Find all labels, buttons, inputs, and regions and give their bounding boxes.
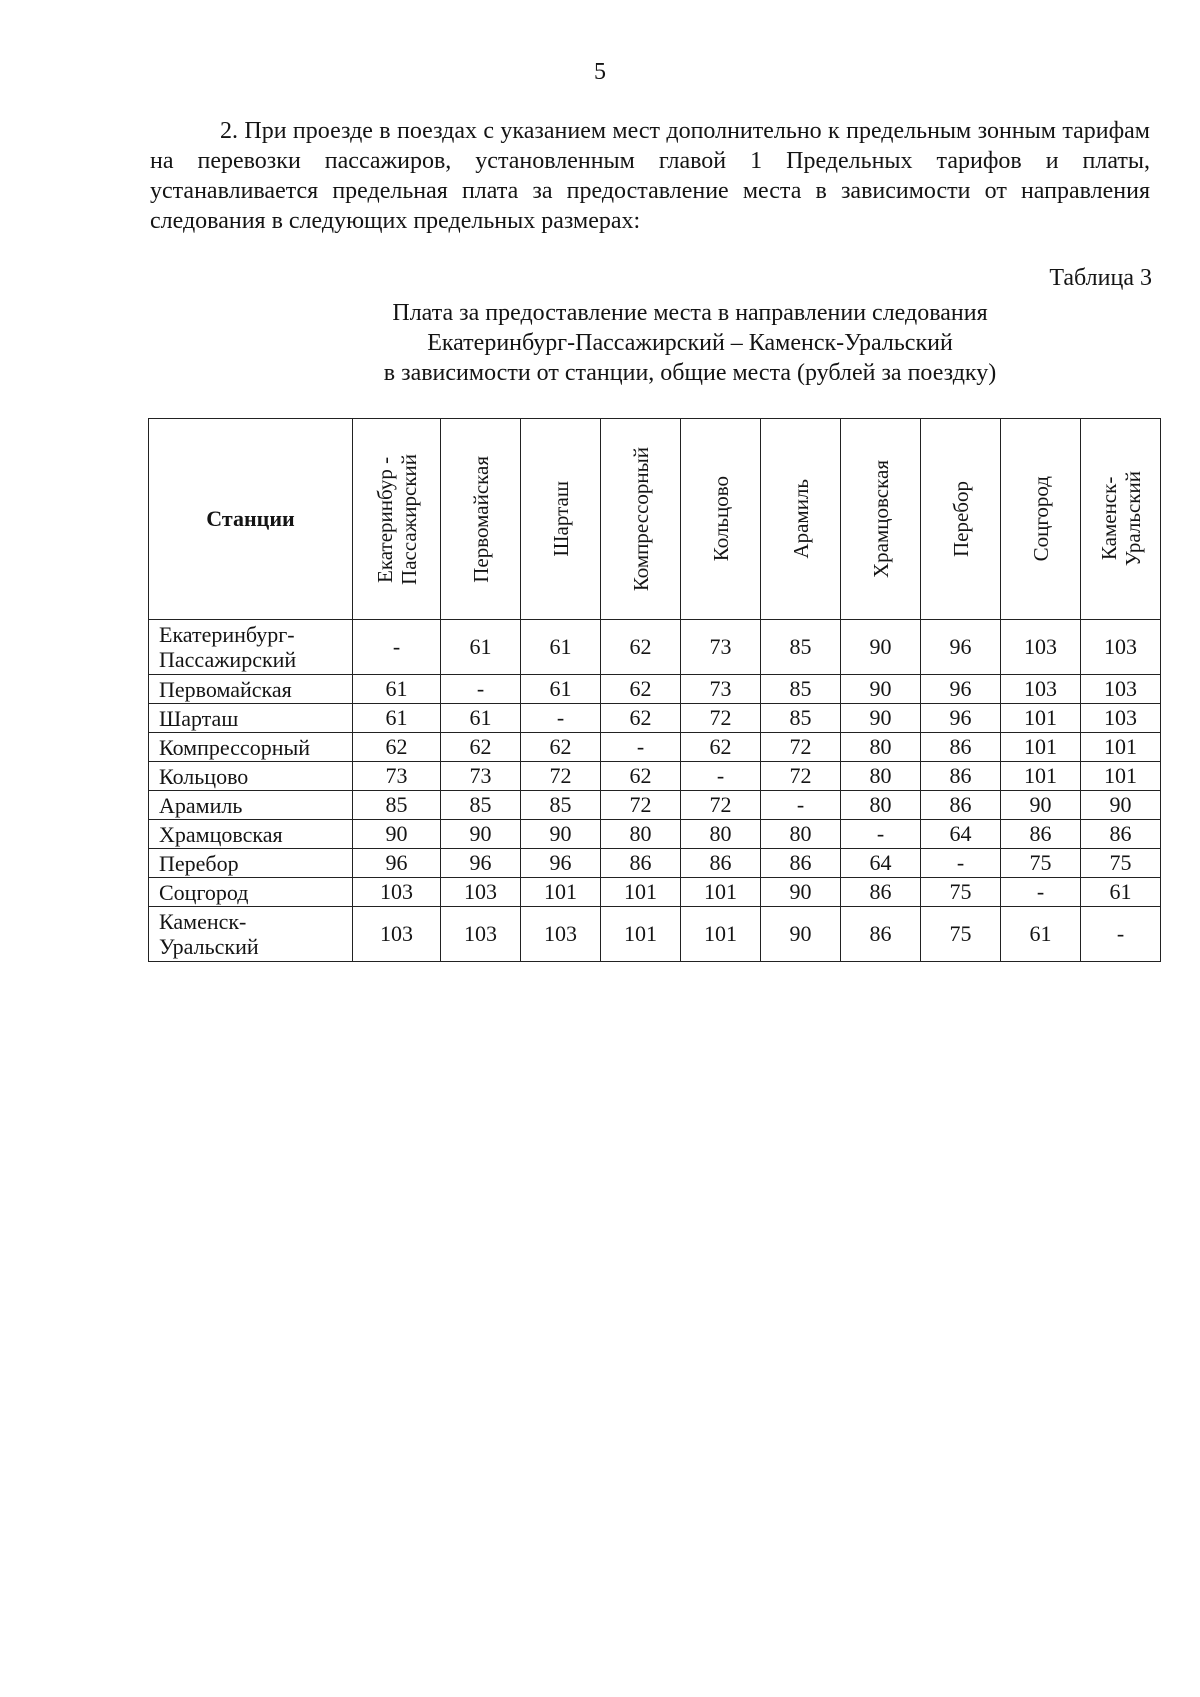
fare-cell: 96 (921, 675, 1001, 704)
fare-cell: 103 (1081, 704, 1161, 733)
fare-cell: 86 (1001, 820, 1081, 849)
fare-cell: 86 (1081, 820, 1161, 849)
fare-cell: 62 (441, 733, 521, 762)
fare-cell: 75 (921, 907, 1001, 962)
fare-cell: 90 (841, 620, 921, 675)
fare-cell: - (521, 704, 601, 733)
station-name-cell: Компрессорный (149, 733, 353, 762)
column-header-label: Перебор (948, 481, 973, 557)
fare-cell: 90 (1001, 791, 1081, 820)
table-row (149, 762, 1161, 791)
fare-cell: 90 (521, 820, 601, 849)
fare-table (148, 418, 1161, 962)
fare-cell: 61 (521, 620, 601, 675)
table-body (149, 620, 1161, 962)
station-name-cell: Храмцовская (149, 820, 353, 849)
table-label: Таблица 3 (1049, 265, 1152, 291)
fare-cell: 72 (681, 791, 761, 820)
table-row (149, 849, 1161, 878)
fare-cell: 61 (441, 620, 521, 675)
fare-cell: 61 (521, 675, 601, 704)
caption-line-2: Екатеринбург-Пассажирский – Каменск-Уральский (427, 330, 953, 356)
column-header-label: Первомайская (468, 455, 493, 583)
fare-cell: 86 (921, 733, 1001, 762)
fare-cell: 72 (601, 791, 681, 820)
fare-cell: 90 (353, 820, 441, 849)
fare-cell: 96 (441, 849, 521, 878)
column-header (1001, 419, 1081, 620)
fare-cell: 101 (1001, 733, 1081, 762)
fare-cell: 62 (601, 704, 681, 733)
fare-cell: 73 (681, 620, 761, 675)
table-row (149, 733, 1161, 762)
fare-cell: 80 (681, 820, 761, 849)
fare-cell: - (353, 620, 441, 675)
fare-cell: - (441, 675, 521, 704)
column-header (841, 419, 921, 620)
fare-cell: 61 (353, 675, 441, 704)
station-name-cell: Арамиль (149, 791, 353, 820)
column-header (1081, 419, 1161, 620)
fare-cell: 101 (601, 907, 681, 962)
station-name-cell: Перебор (149, 849, 353, 878)
column-header-label: Арамиль (788, 479, 813, 559)
station-name-cell: Екатеринбург- Пассажирский (149, 620, 353, 675)
fare-cell: 103 (353, 907, 441, 962)
fare-cell: 86 (841, 907, 921, 962)
fare-cell: 86 (921, 791, 1001, 820)
table-row (149, 704, 1161, 733)
fare-cell: 75 (1081, 849, 1161, 878)
fare-cell: - (921, 849, 1001, 878)
fare-cell: 86 (841, 878, 921, 907)
fare-cell: 96 (353, 849, 441, 878)
station-name-cell: Кольцово (149, 762, 353, 791)
fare-cell: 73 (353, 762, 441, 791)
fare-cell: 61 (1001, 907, 1081, 962)
fare-cell: - (681, 762, 761, 791)
table-row (149, 620, 1161, 675)
fare-cell: 85 (761, 675, 841, 704)
fare-cell: 80 (841, 762, 921, 791)
fare-cell: 101 (1001, 762, 1081, 791)
fare-cell: 101 (521, 878, 601, 907)
column-header (353, 419, 441, 620)
fare-cell: 80 (841, 733, 921, 762)
fare-cell: 64 (921, 820, 1001, 849)
fare-cell: 86 (681, 849, 761, 878)
fare-cell: - (1001, 878, 1081, 907)
table-row (149, 907, 1161, 962)
fare-cell: 90 (841, 675, 921, 704)
table-row (149, 791, 1161, 820)
fare-cell: 103 (441, 907, 521, 962)
station-name-cell: Шарташ (149, 704, 353, 733)
table-row (149, 878, 1161, 907)
caption-line-1: Плата за предоставление места в направлении следования (392, 300, 988, 326)
fare-cell: 75 (1001, 849, 1081, 878)
fare-cell: 101 (681, 878, 761, 907)
fare-cell: 73 (441, 762, 521, 791)
fare-cell: 103 (1081, 620, 1161, 675)
fare-cell: 90 (761, 878, 841, 907)
fare-cell: 80 (841, 791, 921, 820)
fare-cell: 80 (601, 820, 681, 849)
fare-cell: 61 (353, 704, 441, 733)
header-row (149, 419, 1161, 620)
column-header-label: Шарташ (548, 481, 573, 557)
column-header-label: Соцгород (1028, 476, 1053, 562)
column-header (921, 419, 1001, 620)
fare-cell: 90 (761, 907, 841, 962)
column-header-label: Кольцово (708, 476, 733, 562)
caption-line-3: в зависимости от станции, общие места (рублей за поездку) (383, 360, 997, 386)
fare-cell: 72 (761, 733, 841, 762)
fare-cell: 85 (761, 620, 841, 675)
column-header (441, 419, 521, 620)
page-number: 5 (594, 59, 606, 85)
fare-cell: 96 (521, 849, 601, 878)
column-header-label: Каменск- Уральский (1096, 471, 1145, 567)
column-header-label: Храмцовская (868, 460, 893, 578)
fare-cell: 72 (761, 762, 841, 791)
station-name-cell: Каменск- Уральский (149, 907, 353, 962)
fare-cell: 103 (521, 907, 601, 962)
table-caption (300, 298, 1080, 388)
fare-cell: 85 (441, 791, 521, 820)
fare-cell: 85 (761, 704, 841, 733)
fare-cell: 62 (681, 733, 761, 762)
fare-cell: 86 (601, 849, 681, 878)
fare-cell: 101 (601, 878, 681, 907)
fare-cell: 86 (921, 762, 1001, 791)
fare-cell: 90 (841, 704, 921, 733)
fare-cell: 61 (1081, 878, 1161, 907)
fare-cell: 75 (921, 878, 1001, 907)
corner-header: Станции (149, 419, 353, 620)
fare-cell: 80 (761, 820, 841, 849)
fare-cell: 103 (1001, 675, 1081, 704)
fare-cell: - (841, 820, 921, 849)
fare-cell: 62 (601, 762, 681, 791)
column-header (681, 419, 761, 620)
fare-cell: 85 (353, 791, 441, 820)
fare-cell: 101 (681, 907, 761, 962)
station-name-cell: Соцгород (149, 878, 353, 907)
column-header (601, 419, 681, 620)
fare-cell: 62 (353, 733, 441, 762)
fare-cell: 101 (1081, 762, 1161, 791)
fare-cell: 90 (1081, 791, 1161, 820)
station-name-cell: Первомайская (149, 675, 353, 704)
fare-cell: - (1081, 907, 1161, 962)
fare-cell: 103 (1001, 620, 1081, 675)
table-row (149, 820, 1161, 849)
fare-cell: 96 (921, 620, 1001, 675)
fare-cell: 101 (1081, 733, 1161, 762)
fare-cell: 62 (601, 620, 681, 675)
fare-cell: - (761, 791, 841, 820)
fare-cell: 62 (521, 733, 601, 762)
table-row (149, 675, 1161, 704)
fare-cell: 72 (521, 762, 601, 791)
fare-cell: 85 (521, 791, 601, 820)
fare-cell: 64 (841, 849, 921, 878)
fare-cell: 96 (921, 704, 1001, 733)
column-header (761, 419, 841, 620)
fare-cell: - (601, 733, 681, 762)
fare-cell: 103 (441, 878, 521, 907)
intro-paragraph: 2. При проезде в поездах с указанием мест дополнительно к предельным зонным тарифам на перевозки пассажиров, установленным главой 1 Предельных тарифов и платы, устанавливается предельная плата за предоставление места в зависимости от направления следования в следующих предельных размерах: (150, 118, 1150, 234)
column-header-label: Компрессорный (628, 446, 653, 592)
fare-cell: 73 (681, 675, 761, 704)
fare-cell: 86 (761, 849, 841, 878)
fare-cell: 101 (1001, 704, 1081, 733)
fare-cell: 62 (601, 675, 681, 704)
fare-cell: 90 (441, 820, 521, 849)
fare-cell: 103 (353, 878, 441, 907)
column-header (521, 419, 601, 620)
fare-cell: 61 (441, 704, 521, 733)
fare-cell: 103 (1081, 675, 1161, 704)
fare-cell: 72 (681, 704, 761, 733)
column-header-label: Екатеринбур - Пассажирский (372, 453, 421, 585)
